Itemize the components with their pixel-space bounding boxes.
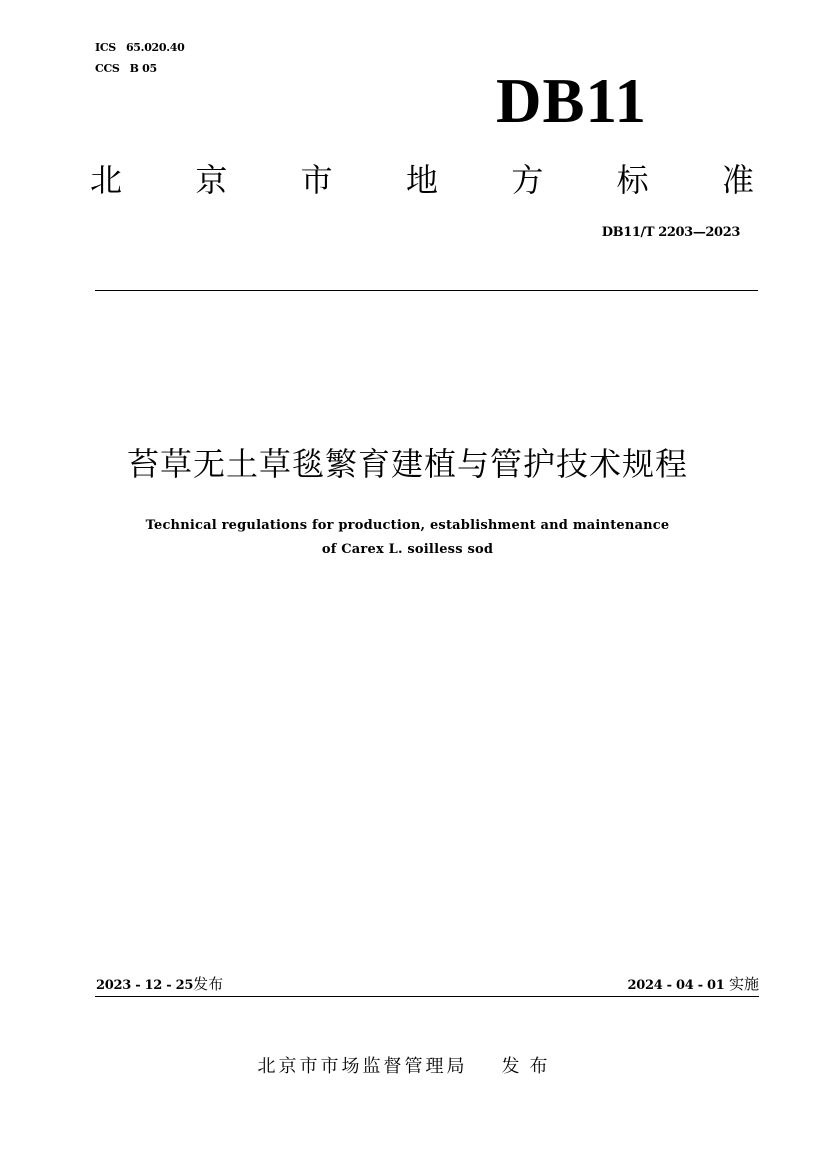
header-divider	[95, 290, 758, 291]
issue-date-line	[96, 974, 223, 996]
implement-label: 实施	[728, 975, 759, 993]
ics-code: 65.020.40	[125, 41, 185, 54]
issuer-action: 发布	[501, 1056, 558, 1077]
title-chinese: 苔草无土草毯繁育建植与管护技术规程	[126, 445, 688, 483]
standard-mark: DB11	[496, 66, 648, 136]
standard-type-char: 北	[90, 161, 123, 199]
issue-label: 发布	[193, 975, 224, 993]
implement-date: 2024 - 04 - 01	[627, 978, 725, 993]
standard-type-char: 京	[195, 161, 228, 199]
ccs-label: CCS	[95, 62, 120, 75]
ccs-code: B 05	[129, 62, 157, 75]
ics-line	[95, 41, 185, 55]
ics-label: ICS	[95, 41, 116, 54]
title-english-line-2: of Carex L. soilless sod	[321, 542, 494, 557]
standard-type-char: 方	[511, 161, 544, 199]
issue-date: 2023 - 12 - 25	[96, 978, 194, 993]
footer-divider	[95, 996, 759, 997]
issuer-line	[0, 1054, 815, 1080]
standard-type-char: 市	[300, 161, 333, 199]
standard-type-char: 地	[405, 161, 438, 199]
implement-date-line	[627, 974, 759, 996]
standard-number: DB11/T 2203—2023	[601, 225, 740, 240]
standard-type-char: 准	[721, 161, 754, 199]
issuer-organization: 北京市市场监督管理局	[257, 1056, 468, 1077]
title-english-line-1: Technical regulations for production, establishment and maintenance	[145, 518, 670, 533]
standard-type-char: 标	[616, 161, 649, 199]
ccs-line	[95, 62, 157, 76]
standard-type	[90, 160, 754, 200]
